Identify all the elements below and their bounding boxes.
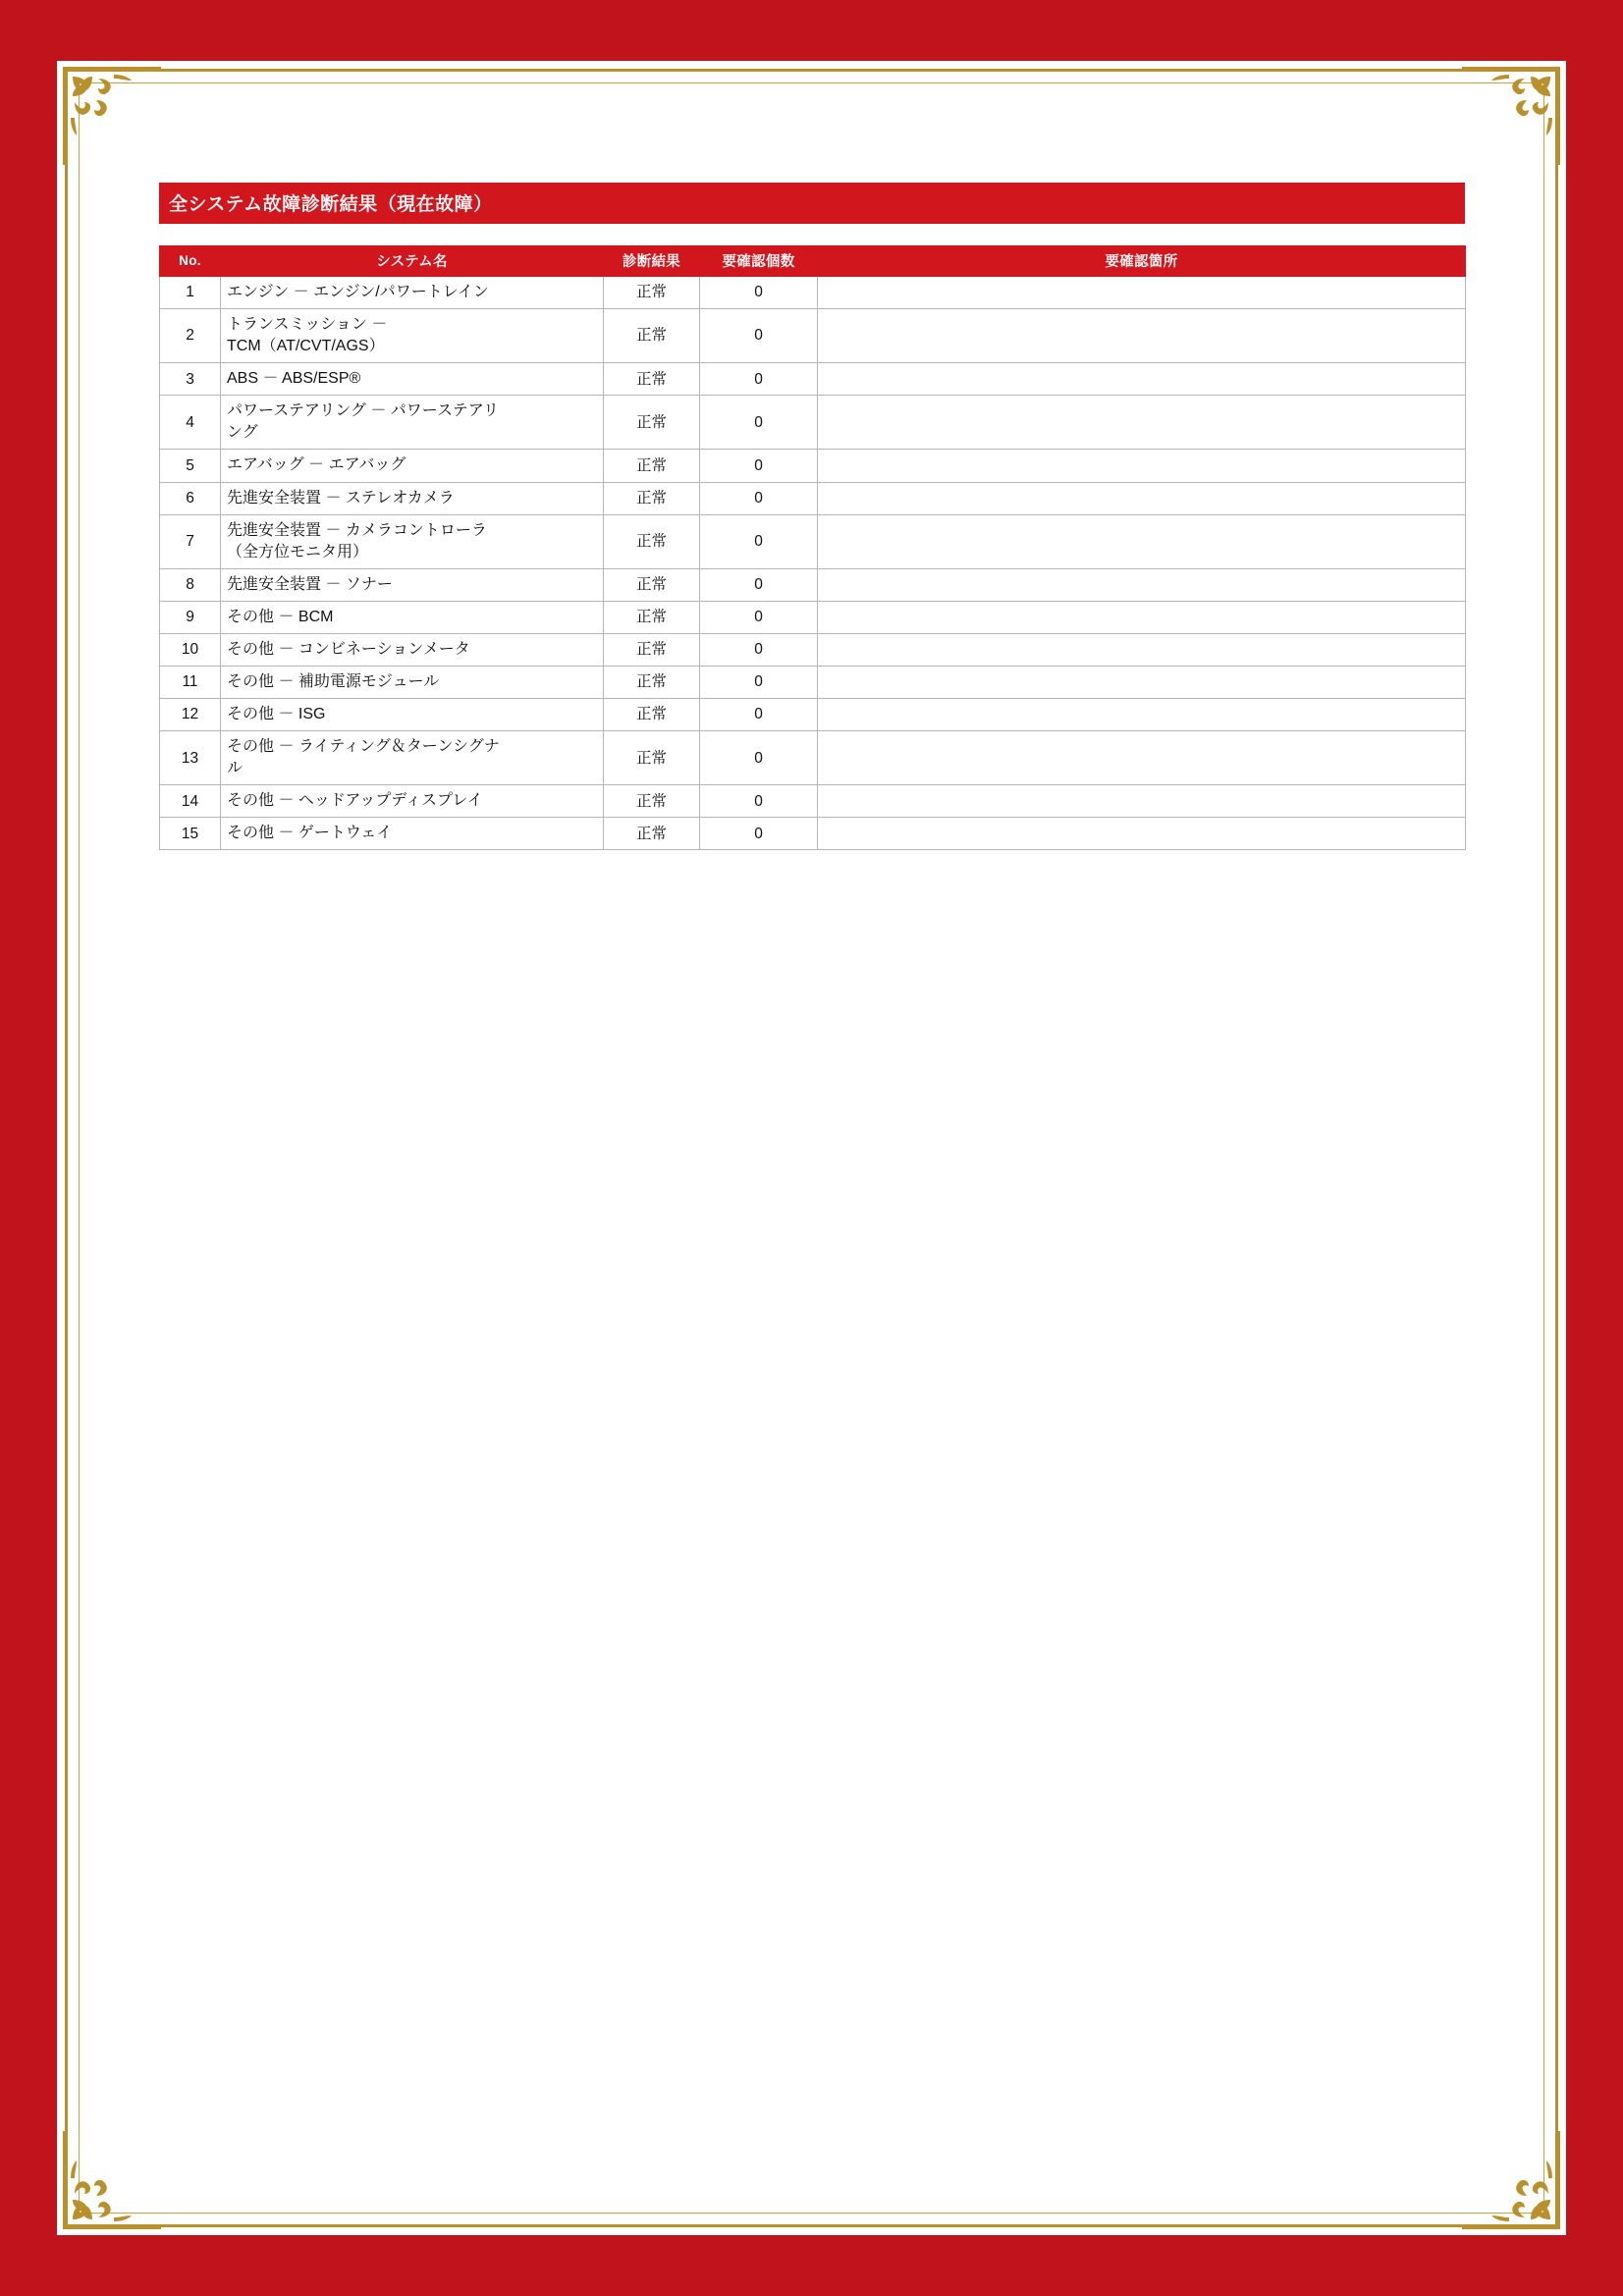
cell-system-name <box>221 396 604 450</box>
cell-no: 7 <box>160 514 221 568</box>
diagnostic-results-table <box>159 245 1466 850</box>
column-header-result: 診断結果 <box>604 246 700 277</box>
cell-system-name <box>221 731 604 785</box>
cell-check-count: 0 <box>700 363 818 396</box>
cell-system-name <box>221 667 604 699</box>
cell-system-name <box>221 450 604 482</box>
cell-no: 10 <box>160 633 221 666</box>
corner-ornament-icon <box>1458 63 1564 169</box>
table-row <box>160 568 1466 601</box>
cell-check-location <box>818 568 1466 601</box>
cell-system-name <box>221 482 604 514</box>
cell-no: 6 <box>160 482 221 514</box>
cell-diagnosis-result: 正常 <box>604 363 700 396</box>
system-name-line-2: TCM（AT/CVT/AGS） <box>227 338 385 355</box>
cell-check-count: 0 <box>700 568 818 601</box>
table-row <box>160 514 1466 568</box>
cell-no: 14 <box>160 785 221 818</box>
cell-check-location <box>818 450 1466 482</box>
cell-no: 4 <box>160 396 221 450</box>
cell-check-location <box>818 309 1466 363</box>
cell-check-count: 0 <box>700 482 818 514</box>
cell-diagnosis-result: 正常 <box>604 396 700 450</box>
system-name-line-1: その他 － ライティング＆ターンシグナ <box>227 738 500 756</box>
cell-diagnosis-result: 正常 <box>604 450 700 482</box>
cell-check-count: 0 <box>700 277 818 309</box>
system-name-line-1: その他 － BCM <box>227 608 334 625</box>
cell-diagnosis-result: 正常 <box>604 277 700 309</box>
cell-no: 5 <box>160 450 221 482</box>
system-name-line-1: 先進安全装置 － カメラコントローラ <box>227 521 487 539</box>
cell-system-name <box>221 818 604 850</box>
system-name-line-1: その他 － 補助電源モジュール <box>227 673 440 691</box>
cell-diagnosis-result: 正常 <box>604 731 700 785</box>
table-body <box>160 277 1466 850</box>
table-row <box>160 482 1466 514</box>
system-name-line-1: 先進安全装置 － ソナー <box>227 575 393 593</box>
cell-check-count: 0 <box>700 667 818 699</box>
system-name-line-1: 先進安全装置 － ステレオカメラ <box>227 489 455 507</box>
cell-system-name <box>221 309 604 363</box>
cell-no: 2 <box>160 309 221 363</box>
cell-check-location <box>818 396 1466 450</box>
system-name-line-1: トランスミッション － <box>227 316 388 334</box>
cell-check-count: 0 <box>700 633 818 666</box>
system-name-line-1: その他 － ゲートウェイ <box>227 825 393 842</box>
system-name-line-2: ル <box>227 760 243 777</box>
cell-diagnosis-result: 正常 <box>604 818 700 850</box>
system-name-line-1: エンジン － エンジン/パワートレイン <box>227 284 489 300</box>
system-name-line-1: ABS － ABS/ESP® <box>227 370 361 388</box>
cell-no: 3 <box>160 363 221 396</box>
system-name-line-2: （全方位モニタ用） <box>227 543 369 561</box>
cell-check-location <box>818 731 1466 785</box>
cell-no: 9 <box>160 601 221 633</box>
table-row <box>160 277 1466 309</box>
column-header-location: 要確認箇所 <box>818 246 1466 277</box>
cell-system-name <box>221 601 604 633</box>
table-row <box>160 601 1466 633</box>
system-name-line-1: その他 － コンビネーションメータ <box>227 640 470 658</box>
cell-check-count: 0 <box>700 396 818 450</box>
cell-diagnosis-result: 正常 <box>604 568 700 601</box>
system-name-line-2: ング <box>227 424 258 442</box>
cell-no: 12 <box>160 699 221 731</box>
cell-check-count: 0 <box>700 450 818 482</box>
cell-system-name <box>221 699 604 731</box>
cell-no: 1 <box>160 277 221 309</box>
cell-check-location <box>818 699 1466 731</box>
cell-diagnosis-result: 正常 <box>604 667 700 699</box>
table-row <box>160 309 1466 363</box>
cell-diagnosis-result: 正常 <box>604 633 700 666</box>
cell-check-location <box>818 514 1466 568</box>
system-name-line-1: その他 － ヘッドアップディスプレイ <box>227 792 483 810</box>
cell-diagnosis-result: 正常 <box>604 601 700 633</box>
cell-diagnosis-result: 正常 <box>604 514 700 568</box>
table-row <box>160 667 1466 699</box>
table-row <box>160 396 1466 450</box>
system-name-line-1: パワーステアリング － パワーステアリ <box>227 402 500 420</box>
cell-system-name <box>221 633 604 666</box>
table-row <box>160 450 1466 482</box>
cell-no: 13 <box>160 731 221 785</box>
cell-check-count: 0 <box>700 601 818 633</box>
cell-check-count: 0 <box>700 309 818 363</box>
cell-check-count: 0 <box>700 731 818 785</box>
cell-check-count: 0 <box>700 785 818 818</box>
table-row <box>160 731 1466 785</box>
cell-no: 11 <box>160 667 221 699</box>
cell-check-location <box>818 277 1466 309</box>
cell-check-location <box>818 601 1466 633</box>
page-title: 全システム故障診断結果（現在故障） <box>159 183 1465 224</box>
corner-ornament-icon <box>59 2127 165 2233</box>
cell-check-location <box>818 667 1466 699</box>
cell-check-location <box>818 818 1466 850</box>
column-header-no: No. <box>160 246 221 277</box>
corner-ornament-icon <box>1458 2127 1564 2233</box>
table-row <box>160 785 1466 818</box>
cell-no: 15 <box>160 818 221 850</box>
cell-diagnosis-result: 正常 <box>604 785 700 818</box>
cell-system-name <box>221 277 604 309</box>
system-name-line-1: エアバッグ － エアバッグ <box>227 456 406 474</box>
table-row <box>160 699 1466 731</box>
cell-diagnosis-result: 正常 <box>604 699 700 731</box>
cell-system-name <box>221 363 604 396</box>
system-name-line-1: その他 － ISG <box>227 706 326 723</box>
cell-system-name <box>221 568 604 601</box>
cell-check-count: 0 <box>700 818 818 850</box>
column-header-system: システム名 <box>221 246 604 277</box>
report-content <box>159 183 1465 850</box>
cell-system-name <box>221 785 604 818</box>
corner-ornament-icon <box>59 63 165 169</box>
cell-check-count: 0 <box>700 699 818 731</box>
table-row <box>160 633 1466 666</box>
cell-check-location <box>818 633 1466 666</box>
cell-check-location <box>818 785 1466 818</box>
cell-system-name <box>221 514 604 568</box>
table-header-row <box>160 246 1466 277</box>
table-row <box>160 818 1466 850</box>
table-row <box>160 363 1466 396</box>
column-header-count: 要確認個数 <box>700 246 818 277</box>
cell-diagnosis-result: 正常 <box>604 309 700 363</box>
cell-check-count: 0 <box>700 514 818 568</box>
cell-check-location <box>818 482 1466 514</box>
cell-no: 8 <box>160 568 221 601</box>
cell-diagnosis-result: 正常 <box>604 482 700 514</box>
cell-check-location <box>818 363 1466 396</box>
